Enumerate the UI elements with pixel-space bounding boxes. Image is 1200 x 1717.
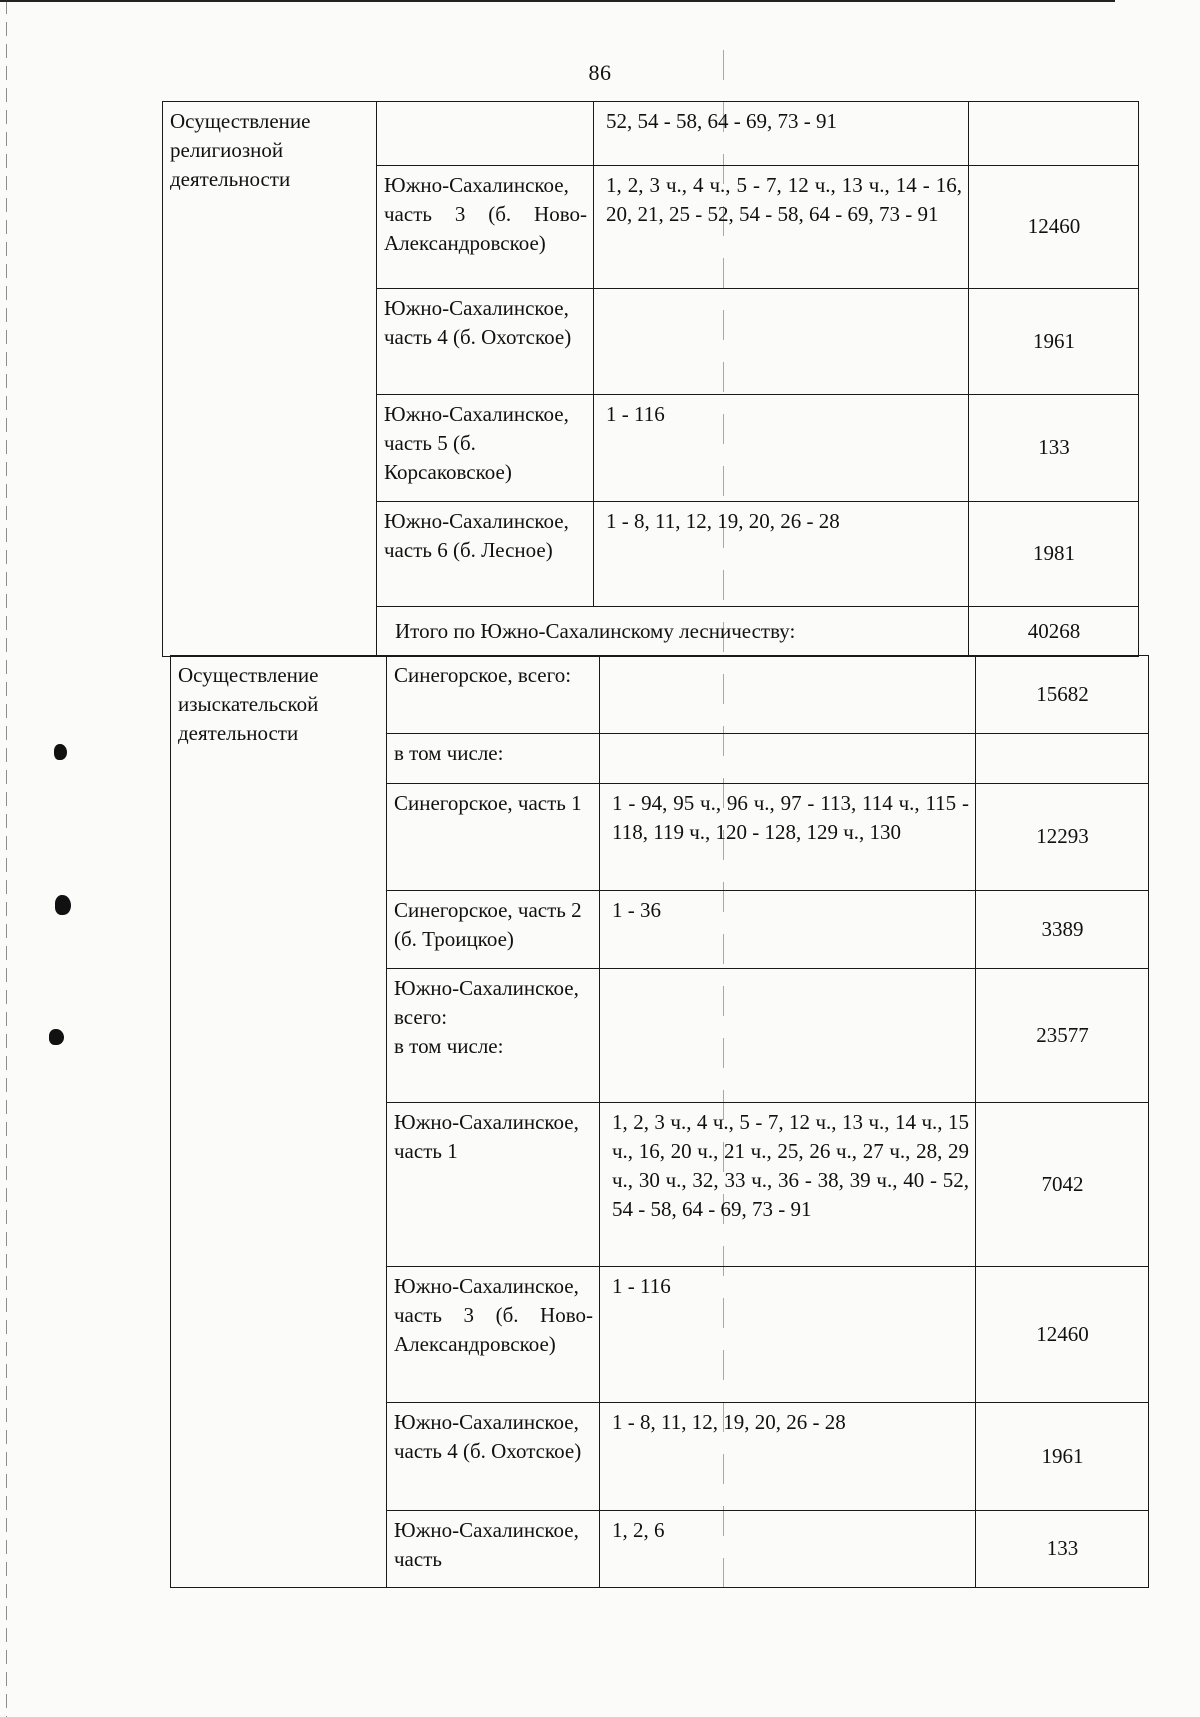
quarters-cell: 52, 54 - 58, 64 - 69, 73 - 91: [594, 102, 969, 166]
forestry-cell: [377, 102, 594, 166]
activity-cell: [171, 656, 387, 1588]
activity-cell: [163, 102, 377, 657]
area-cell: 15682: [976, 656, 1149, 734]
forestry-cell: Синегорское, часть 2 (б. Троицкое): [387, 891, 600, 969]
table-row: [163, 102, 1139, 166]
scan-edge-left: [6, 0, 7, 1717]
ink-blot: [55, 895, 71, 915]
quarters-cell: 1, 2, 3 ч., 4 ч., 5 - 7, 12 ч., 13 ч., 14 ч., 15 ч., 16, 20 ч., 21 ч., 25, 26 ч., 27 ч., 28, 29 ч., 30 ч., 32, 33 ч., 36 - 38, 39 ч., 40 - 52, 54 - 58, 64 - 69, 73 - 91: [600, 1103, 976, 1267]
forest-use-table-exploration: [170, 655, 1149, 1588]
quarters-cell: 1 - 94, 95 ч., 96 ч., 97 - 113, 114 ч., 115 - 118, 119 ч., 120 - 128, 129 ч., 130: [600, 784, 976, 891]
quarters-cell: 1 - 8, 11, 12, 19, 20, 26 - 28: [600, 1403, 976, 1511]
forest-use-table-religious: [162, 101, 1139, 657]
forestry-cell: Синегорское, всего:: [387, 656, 600, 734]
forestry-cell: Южно-Сахалинское, часть 6 (б. Лесное): [377, 502, 594, 607]
total-area: 40268: [1027, 618, 1081, 643]
forestry-cell: Синегорское, часть 1: [387, 784, 600, 891]
quarters-cell: 1 - 36: [600, 891, 976, 969]
total-label-cell: [377, 607, 969, 657]
scan-edge-top: [0, 0, 1115, 2]
area-cell: 12293: [976, 784, 1149, 891]
forestry-cell: Южно-Сахалинское, часть: [387, 1511, 600, 1588]
forestry-cell: Южно-Сахалинское, часть 4 (б. Охотское): [377, 289, 594, 395]
area-cell: 133: [969, 395, 1139, 502]
activity-label: Осуществление религиозной деятельности: [170, 109, 311, 191]
forestry-cell: Южно-Сахалинское, часть 1: [387, 1103, 600, 1267]
area-cell: 3389: [976, 891, 1149, 969]
quarters-cell: 1 - 116: [600, 1267, 976, 1403]
quarters-cell: 1 - 116: [594, 395, 969, 502]
quarters-cell: [600, 969, 976, 1103]
forestry-cell: в том числе:: [387, 734, 600, 784]
quarters-cell: [594, 289, 969, 395]
area-cell: 133: [976, 1511, 1149, 1588]
forestry-cell: Южно-Сахалинское, часть 3 (б. Ново-Александровское): [387, 1267, 600, 1403]
forestry-cell: Южно-Сахалинское, всего: в том числе:: [387, 969, 600, 1103]
total-area-cell: [969, 607, 1139, 657]
total-label: Итого по Южно-Сахалинскому лесничеству:: [395, 618, 796, 643]
area-cell: 1961: [969, 289, 1139, 395]
quarters-cell: [600, 734, 976, 784]
area-cell: 12460: [969, 166, 1139, 289]
page-number: 86: [588, 60, 612, 85]
ink-blot: [54, 744, 67, 760]
ink-blot: [49, 1029, 64, 1045]
forestry-cell: Южно-Сахалинское, часть 4 (б. Охотское): [387, 1403, 600, 1511]
area-cell: [976, 734, 1149, 784]
quarters-cell: [600, 656, 976, 734]
quarters-cell: 1, 2, 3 ч., 4 ч., 5 - 7, 12 ч., 13 ч., 14 - 16, 20, 21, 25 - 52, 54 - 58, 64 - 69, 73 - 91: [594, 166, 969, 289]
forestry-cell: Южно-Сахалинское, часть 5 (б. Корсаковское): [377, 395, 594, 502]
activity-label: Осуществление изыскательской деятельности: [178, 663, 319, 745]
area-cell: 1961: [976, 1403, 1149, 1511]
area-cell: 1981: [969, 502, 1139, 607]
area-cell: 23577: [976, 969, 1149, 1103]
area-cell: [969, 102, 1139, 166]
forestry-cell: Южно-Сахалинское, часть 3 (б. Ново-Александровское): [377, 166, 594, 289]
area-cell: 7042: [976, 1103, 1149, 1267]
table-row: [171, 656, 1149, 734]
quarters-cell: 1, 2, 6: [600, 1511, 976, 1588]
area-cell: 12460: [976, 1267, 1149, 1403]
quarters-cell: 1 - 8, 11, 12, 19, 20, 26 - 28: [594, 502, 969, 607]
